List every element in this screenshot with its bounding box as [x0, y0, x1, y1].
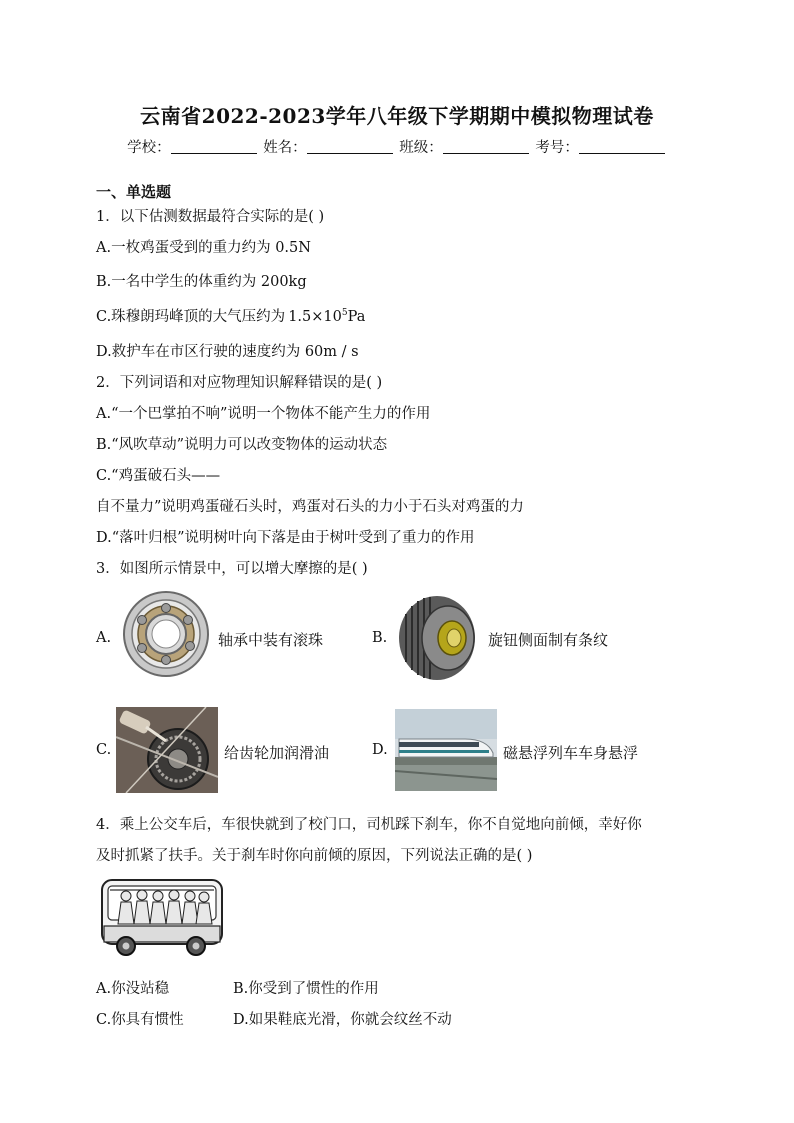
q4-option-c: C.你具有惯性 — [96, 1012, 184, 1028]
q1-option-d: D.救护车在市区行驶的速度约为 60m / s — [96, 344, 359, 360]
q2-stem: 2．下列词语和对应物理知识解释错误的是( ) — [96, 375, 383, 391]
q3-option-b-caption: 旋钮侧面制有条纹 — [488, 631, 609, 649]
exam-number-field — [535, 136, 667, 157]
name-blank[interactable] — [307, 139, 393, 154]
q1-option-b: B.一名中学生的体重约为 200kg — [96, 274, 307, 290]
q4-option-d: D.如果鞋底光滑，你就会纹丝不动 — [233, 1012, 452, 1028]
name-field — [263, 136, 395, 157]
q3-option-c-letter: C. — [96, 742, 112, 758]
q1-option-c-exponent: 5 — [341, 308, 348, 319]
q3-option-a-letter: A. — [96, 630, 112, 646]
class-field — [399, 136, 531, 157]
maglev-train-image — [395, 709, 497, 791]
class-blank[interactable] — [443, 139, 529, 154]
q1-option-c-value: 1.5×10 — [288, 309, 342, 325]
q1-stem: 1．以下估测数据最符合实际的是( ) — [96, 209, 325, 225]
school-field — [127, 136, 259, 157]
q3-option-c-caption: 给齿轮加润滑油 — [224, 744, 330, 762]
q1-option-c-text: C.珠穆朗玛峰顶的大气压约为 — [96, 309, 286, 325]
q2-option-c-cont: 自不量力”说明鸡蛋碰石头时，鸡蛋对石头的力小于石头对鸡蛋的力 — [96, 499, 524, 515]
page-title: 云南省2022-2023学年八年级下学期期中模拟物理试卷 — [140, 104, 654, 128]
q3-option-d-caption: 磁悬浮列车车身悬浮 — [503, 744, 639, 762]
q3-option-a-caption: 轴承中装有滚珠 — [218, 631, 324, 649]
q1-option-c — [96, 305, 365, 326]
class-label: 班级： — [399, 140, 443, 156]
q1-option-c-unit: Pa — [347, 309, 366, 325]
q4-stem-line2: 及时抓紧了扶手。关于刹车时你向前倾的原因，下列说法正确的是( ) — [96, 848, 533, 864]
q3-stem: 3．如图所示情景中，可以增大摩擦的是( ) — [96, 561, 368, 577]
exam-number-blank[interactable] — [579, 139, 665, 154]
q4-option-b: B.你受到了惯性的作用 — [233, 981, 379, 997]
gear-oiling-image — [116, 707, 218, 793]
bus-illustration — [100, 874, 228, 960]
q1-option-a: A.一枚鸡蛋受到的重力约为 0.5N — [96, 240, 311, 256]
q2-option-b: B.“风吹草动”说明力可以改变物体的运动状态 — [96, 437, 388, 453]
q3-option-b-letter: B. — [372, 630, 388, 646]
q2-option-a: A.“一个巴掌拍不响”说明一个物体不能产生力的作用 — [96, 406, 431, 422]
q4-stem-line1: 4．乘上公交车后，车很快就到了校门口，司机踩下刹车，你不自觉地向前倾，幸好你 — [96, 817, 642, 833]
knob-image — [396, 592, 478, 684]
student-info-row — [0, 136, 794, 157]
school-blank[interactable] — [171, 139, 257, 154]
ball-bearing-image — [118, 588, 210, 680]
q4-option-a: A.你没站稳 — [96, 981, 170, 997]
q2-option-d: D.“落叶归根”说明树叶向下落是由于树叶受到了重力的作用 — [96, 530, 475, 546]
exam-number-label: 考号： — [535, 140, 579, 156]
name-label: 姓名： — [263, 140, 307, 156]
q3-option-d-letter: D. — [372, 742, 388, 758]
q2-option-c: C.“鸡蛋破石头—— — [96, 468, 221, 484]
section-heading: 一、单选题 — [96, 183, 172, 201]
school-label: 学校： — [127, 140, 171, 156]
